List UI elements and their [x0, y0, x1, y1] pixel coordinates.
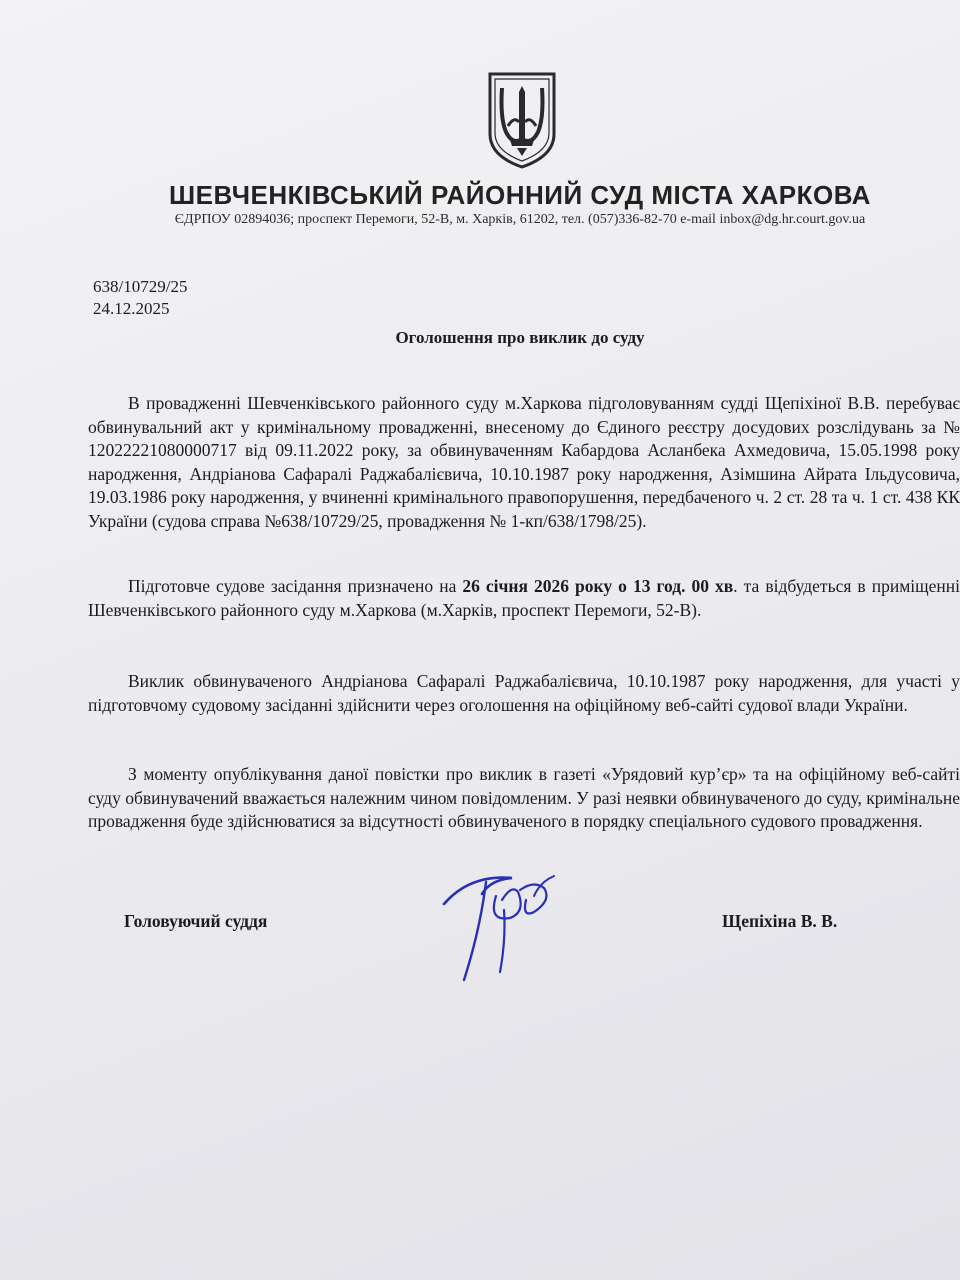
trident-coat-of-arms-icon [486, 70, 558, 170]
hearing-text-end: . та відбудеться в приміщенні Шевченківського районного суду м.Харкова (м.Харків, проспект Перемоги, 52-В). [88, 576, 960, 620]
case-number: 638/10729/25 [93, 277, 188, 296]
document-date: 24.12.2025 [93, 299, 170, 318]
document-title: Оголошення про виклик до суду [395, 328, 645, 347]
judge-name: Щепіхіна В. В. [722, 911, 838, 931]
paragraph-proceedings: В провадженні Шевченківського районного суду м.Харкова підголовуванням судді Щепіхіної В.В. перебуває обвинувальний акт у кримінальному провадженні, внесеному до Єдиного реєстру досудових розслідувань за № 12022221080000717 від 09.11.2022 року, за обвинуваченням Кабардова Асланбека Ахмедовича, 15.05.1998 року народження, Андріанова Сафаралі Раджабалієвича, 10.10.1987 року народження, Азімшина Айрата Ільдусовича, 19.03.1986 року народження, у вчиненні кримінального правопорушення, передбаченого ч. 2 ст. 28 та ч. 1 ст. 438 КК України (судова справа №638/10729/25, провадження № 1-кп/638/1798/25). [88, 393, 960, 531]
court-contacts: ЄДРПОУ 02894036; проспект Перемоги, 52-В, м. Харків, 61202, тел. (057)336-82-70 e-mail inbox@dg.hr.court.gov.ua [174, 212, 866, 227]
paragraph-hearing-date [88, 575, 960, 622]
presiding-judge-label: Головуючий суддя [124, 911, 268, 931]
hearing-text-start: Підготовче судове засідання призначено на [128, 576, 463, 596]
paragraph-summons: Виклик обвинуваченого Андріанова Сафаралі Раджабалієвича, 10.10.1987 року народження, для участі у підготовчому судовому засіданні здійснити через оголошення на офіційному веб-сайті судової влади України. [88, 671, 960, 715]
paragraph-publication: З моменту опублікування даної повістки про виклик в газеті «Урядовий кур’єр» та на офіційному веб-сайті суду обвинувачений вважається належним чином повідомленим. У разі неявки обвинуваченого до суду, кримінальне провадження буде здійснюватися за відсутності обвинуваченого в порядку спеціального судового провадження. [88, 764, 960, 831]
court-name: ШЕВЧЕНКІВСЬКИЙ РАЙОННИЙ СУД МІСТА ХАРКОВА [169, 180, 871, 210]
handwritten-signature [430, 860, 570, 990]
hearing-datetime: 26 січня 2026 року о 13 год. 00 хв [462, 576, 734, 596]
